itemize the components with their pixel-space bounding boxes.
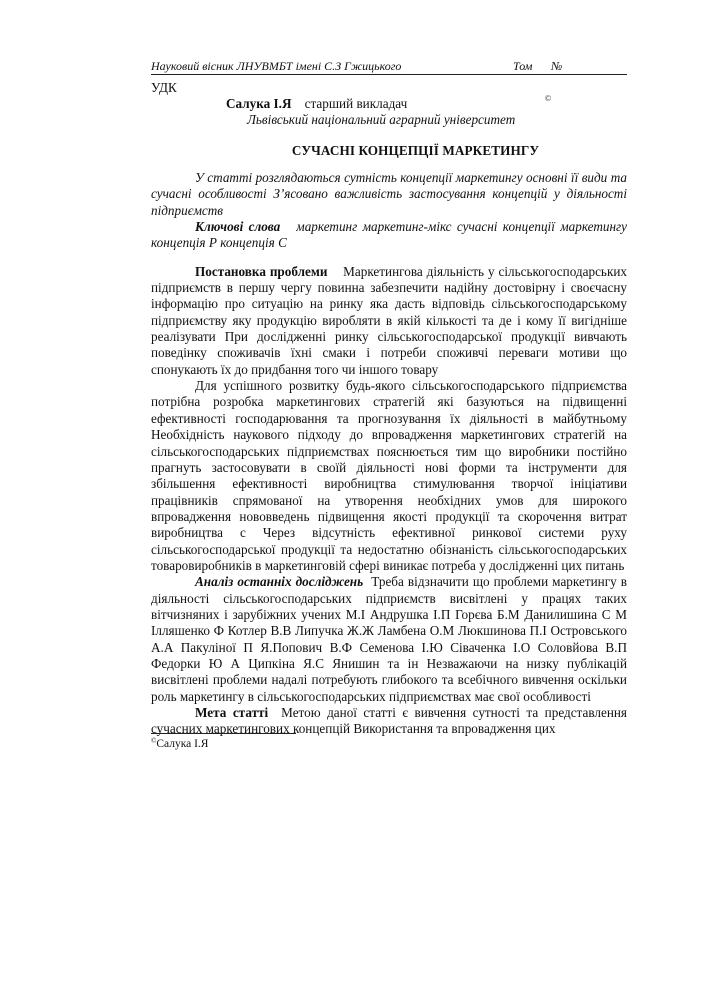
- section-text: Метою даної статті є вивчення сутності та представлення сучасних маркетингових концепцій Використання та впровадження цих: [151, 705, 628, 737]
- volume-label: Том: [513, 59, 533, 73]
- journal-title: Науковий вісник ЛНУВМБТ імені С.З Гжицького: [151, 59, 402, 73]
- footnote: [151, 737, 208, 750]
- keywords-label: Ключові слова: [195, 219, 281, 235]
- abstract: У статті розглядаються сутність концепції маркетингу основні її види та сучасні особливості З’ясовано важливість застосування концепцій у діяльності підприємств: [151, 170, 627, 218]
- article-title: [0, 143, 709, 159]
- author-affiliation: Львівський національний аграрний університет: [247, 112, 516, 127]
- section-problem: [151, 264, 627, 378]
- section-heading: Мета статті: [195, 705, 269, 720]
- copyright-mark: ©: [545, 94, 552, 103]
- author-name: Салука І.Я: [226, 96, 292, 111]
- udk-label: УДК: [151, 80, 177, 95]
- section-analysis: [151, 574, 627, 705]
- article-title-text: СУЧАСНІ КОНЦЕПЦІЇ МАРКЕТИНГУ: [291, 143, 540, 158]
- section-heading: Постановка проблеми: [195, 263, 328, 279]
- footnote-text: Салука І.Я: [156, 738, 209, 750]
- section-text: Для успішного розвитку будь-якого сільськогосподарського підприємства потрібна розробка маркетингових стратегій які базуються на підвищенні ефективності господарювання та прогнозування їх діяльності в майбутньому Необхідність наукового підходу до впровадження маркетингових стратегій на сільськогосподарських підприємствах пояснюється тим що виробники постійно прагнуть застосовувати в своїй діяльності нові форми та інструменти для збільшення ефективності виробництва стимулювання творчої ініціативи працівників спрямованої на утворення необхідних умов для широкого впровадження нововведень підвищення якості продукції та скорочення витрат виробництва с Через відсутність ефективної ринкової системи руху сільськогосподарської продукції та недостатню обізнаність сільськогосподарських товаровиробників в маркетинговій сфері виникає потреба у дослідженні цих питань: [151, 378, 627, 573]
- section-heading: Аналіз останніх досліджень: [195, 574, 364, 590]
- running-header: [151, 58, 627, 75]
- section-text: Треба відзначити що проблеми маркетингу в діяльності сільськогосподарських підприємств висвітлені у працях таких вітчизняних і зарубіжних учених М.І Андрушка І.П Горєва Б.М Данилишина С М Ілляшенко Ф Котлер В.В Липучка Ж.Ж Ламбена О.М Люкшинова П.І Островського А.А Пакуліної П Я.Попович В.Ф Семенова І.Ю Сіваченка І.О Соловйова В.П Федорки Ю А Ципкіна Я.С Янишин та ін Незважаючи на низку публікацій висвітлені проблеми надалі потребують глибокого та всебічного вивчення оскільки роль маркетингу в сільськогосподарських підприємствах має свої особливості: [151, 574, 627, 704]
- keywords-text: маркетинг маркетинг-мікс сучасні концепції маркетингу концепція Р концепція С: [151, 219, 628, 251]
- section-text: Маркетингова діяльність у сільськогосподарських підприємств в першу чергу повинна забезпечити надійну достовірну і своєчасну інформацію про ситуацію на ринку яка дасть відповідь сільськогосподарському підприємству яку продукцію виробляти в якій кількості та де і кому її вигідніше реалізувати При дослідженні ринку сільськогосподарської продукції вивчають поведінку споживачів їхні смаки і потреби споживчі переваги мотиви що спонукають їх до придбання того чи іншого товару: [151, 263, 628, 377]
- issue-label: №: [551, 59, 563, 73]
- author-position: старший викладач: [304, 96, 408, 111]
- section-development: [151, 378, 627, 574]
- author-line: [226, 96, 407, 112]
- keywords: [151, 219, 627, 252]
- article-body: [151, 170, 627, 738]
- footnote-mark: ©: [151, 737, 157, 745]
- footnote-divider: [151, 733, 296, 734]
